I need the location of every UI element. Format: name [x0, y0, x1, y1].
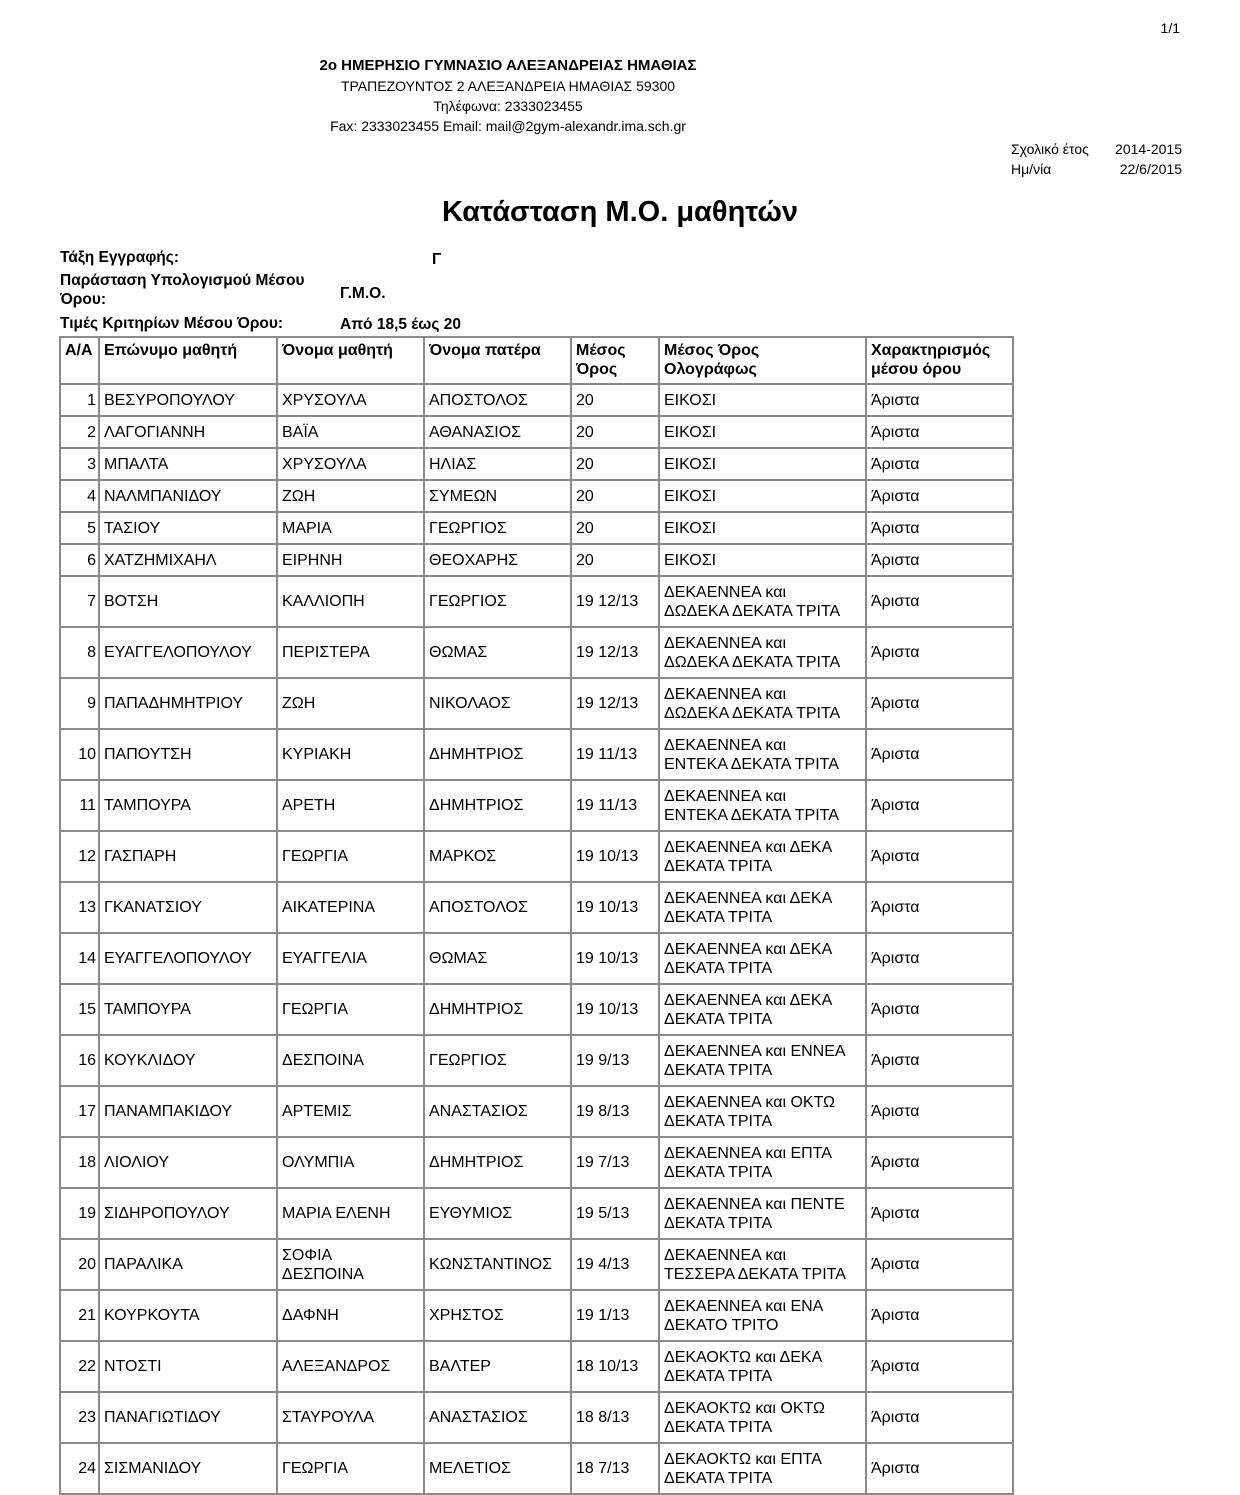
- cell-col-grade: Άριστα: [866, 1443, 1013, 1494]
- cell-col-average: 19 1/13: [571, 1290, 659, 1341]
- table-row: [60, 984, 1013, 1035]
- cell-col-aa: 22: [60, 1341, 99, 1392]
- table-row: [60, 1392, 1013, 1443]
- cell-col-aa: 11: [60, 780, 99, 831]
- cell-col-father-name: ΑΝΑΣΤΑΣΙΟΣ: [424, 1392, 571, 1443]
- cell-col-aa: 7: [60, 576, 99, 627]
- cell-col-average-words: ΔΕΚΑΕΝΝΕΑ και ΕΝΑ ΔΕΚΑΤΟ ΤΡΙΤΟ: [659, 1290, 866, 1341]
- cell-col-surname: ΠΑΠΟΥΤΣΗ: [99, 729, 277, 780]
- cell-col-first-name: ΚΥΡΙΑΚΗ: [277, 729, 424, 780]
- table-row: [60, 1137, 1013, 1188]
- table-header-row: [60, 337, 1013, 384]
- cell-col-father-name: ΕΥΘΥΜΙΟΣ: [424, 1188, 571, 1239]
- cell-col-father-name: ΑΘΑΝΑΣΙΟΣ: [424, 416, 571, 448]
- cell-col-surname: ΠΑΡΑΛΙΚΑ: [99, 1239, 277, 1290]
- cell-col-average: 19 11/13: [571, 780, 659, 831]
- cell-col-average-words: ΔΕΚΑΟΚΤΩ και ΕΠΤΑ ΔΕΚΑΤΑ ΤΡΙΤΑ: [659, 1443, 866, 1494]
- cell-col-first-name: ΟΛΥΜΠΙΑ: [277, 1137, 424, 1188]
- header-col-aa: Α/Α: [60, 337, 99, 384]
- cell-col-average-words: ΔΕΚΑΕΝΝΕΑ και ΕΝΝΕΑ ΔΕΚΑΤΑ ΤΡΙΤΑ: [659, 1035, 866, 1086]
- cell-col-surname: ΜΠΑΛΤΑ: [99, 448, 277, 480]
- cell-col-father-name: ΜΑΡΚΟΣ: [424, 831, 571, 882]
- table-row: [60, 1443, 1013, 1494]
- cell-col-first-name: ΧΡΥΣΟΥΛΑ: [277, 384, 424, 416]
- cell-col-first-name: ΖΩΗ: [277, 678, 424, 729]
- table-row: [60, 1239, 1013, 1290]
- cell-col-grade: Άριστα: [866, 627, 1013, 678]
- cell-col-surname: ΤΑΣΙΟΥ: [99, 512, 277, 544]
- header-col-average: Μέσος Όρος: [571, 337, 659, 384]
- class-value: Γ: [432, 251, 442, 268]
- cell-col-grade: Άριστα: [866, 831, 1013, 882]
- cell-col-aa: 3: [60, 448, 99, 480]
- range-value: Από 18,5 έως 20: [340, 316, 462, 333]
- table-row: [60, 882, 1013, 933]
- cell-col-average: 19 12/13: [571, 576, 659, 627]
- table-row: [60, 831, 1013, 882]
- cell-col-average: 20: [571, 448, 659, 480]
- cell-col-father-name: ΗΛΙΑΣ: [424, 448, 571, 480]
- cell-col-first-name: ΑΡΤΕΜΙΣ: [277, 1086, 424, 1137]
- school-address: ΤΡΑΠΕΖΟΥΝΤΟΣ 2 ΑΛΕΞΑΝΔΡΕΙΑ ΗΜΑΘΙΑΣ 59300: [340, 78, 676, 94]
- cell-col-surname: ΝΤΟΣΤΙ: [99, 1341, 277, 1392]
- cell-col-grade: Άριστα: [866, 512, 1013, 544]
- table-row: [60, 678, 1013, 729]
- cell-col-surname: ΛΑΓΟΓΙΑΝΝΗ: [99, 416, 277, 448]
- cell-col-first-name: ΚΑΛΛΙΟΠΗ: [277, 576, 424, 627]
- cell-col-father-name: ΔΗΜΗΤΡΙΟΣ: [424, 984, 571, 1035]
- cell-col-first-name: ΕΥΑΓΓΕΛΙΑ: [277, 933, 424, 984]
- cell-col-average-words: ΔΕΚΑΕΝΝΕΑ και ΔΕΚΑ ΔΕΚΑΤΑ ΤΡΙΤΑ: [659, 933, 866, 984]
- header-col-surname: Επώνυμο μαθητή: [99, 337, 277, 384]
- cell-col-aa: 21: [60, 1290, 99, 1341]
- cell-col-average-words: ΔΕΚΑΕΝΝΕΑ και ΕΝΤΕΚΑ ΔΕΚΑΤΑ ΤΡΙΤΑ: [659, 729, 866, 780]
- table-row: [60, 780, 1013, 831]
- formula-value: Γ.Μ.Ο.: [340, 285, 386, 302]
- cell-col-first-name: ΒΑΪΑ: [277, 416, 424, 448]
- cell-col-average: 18 8/13: [571, 1392, 659, 1443]
- cell-col-aa: 9: [60, 678, 99, 729]
- cell-col-father-name: ΑΝΑΣΤΑΣΙΟΣ: [424, 1086, 571, 1137]
- cell-col-average: 19 4/13: [571, 1239, 659, 1290]
- cell-col-first-name: ΜΑΡΙΑ ΕΛΕΝΗ: [277, 1188, 424, 1239]
- table-row: [60, 480, 1013, 512]
- cell-col-grade: Άριστα: [866, 1239, 1013, 1290]
- cell-col-average: 19 10/13: [571, 831, 659, 882]
- school-phone: Τηλέφωνα: 2333023455: [433, 98, 583, 114]
- cell-col-average-words: ΔΕΚΑΟΚΤΩ και ΟΚΤΩ ΔΕΚΑΤΑ ΤΡΙΤΑ: [659, 1392, 866, 1443]
- cell-col-aa: 20: [60, 1239, 99, 1290]
- header-col-average-words: Μέσος Όρος Ολογράφως: [659, 337, 866, 384]
- cell-col-grade: Άριστα: [866, 729, 1013, 780]
- cell-col-surname: ΒΕΣΥΡΟΠΟΥΛΟΥ: [99, 384, 277, 416]
- date: 22/6/2015: [1119, 161, 1182, 177]
- cell-col-surname: ΚΟΥΚΛΙΔΟΥ: [99, 1035, 277, 1086]
- cell-col-average-words: ΔΕΚΑΟΚΤΩ και ΔΕΚΑ ΔΕΚΑΤΑ ΤΡΙΤΑ: [659, 1341, 866, 1392]
- page-title: Κατάσταση Μ.Ο. μαθητών: [441, 196, 799, 228]
- cell-col-father-name: ΔΗΜΗΤΡΙΟΣ: [424, 780, 571, 831]
- cell-col-average: 18 10/13: [571, 1341, 659, 1392]
- header-col-first-name: Όνομα μαθητή: [277, 337, 424, 384]
- formula-label: Παράσταση Υπολογισμού Μέσου Όρου:: [60, 272, 305, 308]
- cell-col-average: 19 7/13: [571, 1137, 659, 1188]
- cell-col-surname: ΚΟΥΡΚΟΥΤΑ: [99, 1290, 277, 1341]
- cell-col-aa: 5: [60, 512, 99, 544]
- cell-col-first-name: ΓΕΩΡΓΙΑ: [277, 831, 424, 882]
- cell-col-father-name: ΒΑΛΤΕΡ: [424, 1341, 571, 1392]
- school-year-label: Σχολικό έτος: [1011, 141, 1089, 157]
- cell-col-surname: ΛΙΟΛΙΟΥ: [99, 1137, 277, 1188]
- cell-col-first-name: ΑΡΕΤΗ: [277, 780, 424, 831]
- cell-col-grade: Άριστα: [866, 1035, 1013, 1086]
- cell-col-average-words: ΔΕΚΑΕΝΝΕΑ και ΠΕΝΤΕ ΔΕΚΑΤΑ ΤΡΙΤΑ: [659, 1188, 866, 1239]
- cell-col-grade: Άριστα: [866, 780, 1013, 831]
- cell-col-surname: ΝΑΛΜΠΑΝΙΔΟΥ: [99, 480, 277, 512]
- cell-col-aa: 10: [60, 729, 99, 780]
- cell-col-father-name: ΘΕΟΧΑΡΗΣ: [424, 544, 571, 576]
- table-row: [60, 576, 1013, 627]
- cell-col-first-name: ΑΛΕΞΑΝΔΡΟΣ: [277, 1341, 424, 1392]
- cell-col-first-name: ΓΕΩΡΓΙΑ: [277, 1443, 424, 1494]
- cell-col-average-words: ΔΕΚΑΕΝΝΕΑ και ΟΚΤΩ ΔΕΚΑΤΑ ΤΡΙΤΑ: [659, 1086, 866, 1137]
- cell-col-first-name: ΣΟΦΙΑ ΔΕΣΠΟΙΝΑ: [277, 1239, 424, 1290]
- cell-col-average-words: ΔΕΚΑΕΝΝΕΑ και ΔΩΔΕΚΑ ΔΕΚΑΤΑ ΤΡΙΤΑ: [659, 678, 866, 729]
- cell-col-average-words: ΔΕΚΑΕΝΝΕΑ και ΔΩΔΕΚΑ ΔΕΚΑΤΑ ΤΡΙΤΑ: [659, 627, 866, 678]
- cell-col-surname: ΠΑΝΑΓΙΩΤΙΔΟΥ: [99, 1392, 277, 1443]
- cell-col-aa: 17: [60, 1086, 99, 1137]
- cell-col-surname: ΠΑΠΑΔΗΜΗΤΡΙΟΥ: [99, 678, 277, 729]
- table-row: [60, 416, 1013, 448]
- cell-col-aa: 12: [60, 831, 99, 882]
- cell-col-average-words: ΕΙΚΟΣΙ: [659, 384, 866, 416]
- table-row: [60, 448, 1013, 480]
- cell-col-average-words: ΔΕΚΑΕΝΝΕΑ και ΕΠΤΑ ΔΕΚΑΤΑ ΤΡΙΤΑ: [659, 1137, 866, 1188]
- cell-col-grade: Άριστα: [866, 544, 1013, 576]
- cell-col-surname: ΓΑΣΠΑΡΗ: [99, 831, 277, 882]
- cell-col-grade: Άριστα: [866, 1392, 1013, 1443]
- table-row: [60, 544, 1013, 576]
- class-label: Τάξη Εγγραφής:: [60, 249, 179, 266]
- cell-col-grade: Άριστα: [866, 416, 1013, 448]
- cell-col-father-name: ΓΕΩΡΓΙΟΣ: [424, 512, 571, 544]
- date-label: Ημ/νία: [1011, 161, 1052, 177]
- cell-col-aa: 2: [60, 416, 99, 448]
- cell-col-average-words: ΕΙΚΟΣΙ: [659, 512, 866, 544]
- table-row: [60, 384, 1013, 416]
- cell-col-father-name: ΔΗΜΗΤΡΙΟΣ: [424, 729, 571, 780]
- range-label: Τιμές Κριτηρίων Μέσου Όρου:: [60, 315, 284, 332]
- cell-col-average: 19 10/13: [571, 933, 659, 984]
- cell-col-average-words: ΕΙΚΟΣΙ: [659, 448, 866, 480]
- cell-col-father-name: ΝΙΚΟΛΑΟΣ: [424, 678, 571, 729]
- cell-col-father-name: ΑΠΟΣΤΟΛΟΣ: [424, 882, 571, 933]
- cell-col-average-words: ΔΕΚΑΕΝΝΕΑ και ΔΕΚΑ ΔΕΚΑΤΑ ΤΡΙΤΑ: [659, 831, 866, 882]
- cell-col-average: 19 12/13: [571, 627, 659, 678]
- table-row: [60, 1341, 1013, 1392]
- cell-col-aa: 4: [60, 480, 99, 512]
- document-meta: [1011, 141, 1182, 181]
- cell-col-average-words: ΔΕΚΑΕΝΝΕΑ και ΔΩΔΕΚΑ ΔΕΚΑΤΑ ΤΡΙΤΑ: [659, 576, 866, 627]
- cell-col-grade: Άριστα: [866, 933, 1013, 984]
- cell-col-average-words: ΔΕΚΑΕΝΝΕΑ και ΕΝΤΕΚΑ ΔΕΚΑΤΑ ΤΡΙΤΑ: [659, 780, 866, 831]
- cell-col-grade: Άριστα: [866, 384, 1013, 416]
- cell-col-grade: Άριστα: [866, 1137, 1013, 1188]
- cell-col-first-name: ΔΑΦΝΗ: [277, 1290, 424, 1341]
- cell-col-father-name: ΘΩΜΑΣ: [424, 627, 571, 678]
- cell-col-grade: Άριστα: [866, 448, 1013, 480]
- table-row: [60, 1035, 1013, 1086]
- cell-col-father-name: ΑΠΟΣΤΟΛΟΣ: [424, 384, 571, 416]
- table-row: [60, 1188, 1013, 1239]
- cell-col-average: 19 11/13: [571, 729, 659, 780]
- cell-col-surname: ΒΟΤΣΗ: [99, 576, 277, 627]
- cell-col-grade: Άριστα: [866, 1086, 1013, 1137]
- cell-col-surname: ΣΙΣΜΑΝΙΔΟΥ: [99, 1443, 277, 1494]
- header-col-grade: Χαρακτηρισμός μέσου όρου: [866, 337, 1013, 384]
- cell-col-father-name: ΓΕΩΡΓΙΟΣ: [424, 1035, 571, 1086]
- cell-col-average: 19 10/13: [571, 984, 659, 1035]
- cell-col-father-name: ΔΗΜΗΤΡΙΟΣ: [424, 1137, 571, 1188]
- school-fax-email: Fax: 2333023455 Email: mail@2gym-alexandr.ima.sch.gr: [330, 118, 686, 134]
- cell-col-average: 19 8/13: [571, 1086, 659, 1137]
- cell-col-average: 19 9/13: [571, 1035, 659, 1086]
- cell-col-aa: 14: [60, 933, 99, 984]
- cell-col-surname: ΓΚΑΝΑΤΣΙΟΥ: [99, 882, 277, 933]
- cell-col-average: 20: [571, 384, 659, 416]
- cell-col-first-name: ΑΙΚΑΤΕΡΙΝΑ: [277, 882, 424, 933]
- cell-col-surname: ΕΥΑΓΓΕΛΟΠΟΥΛΟΥ: [99, 933, 277, 984]
- cell-col-average-words: ΕΙΚΟΣΙ: [659, 416, 866, 448]
- cell-col-father-name: ΜΕΛΕΤΙΟΣ: [424, 1443, 571, 1494]
- cell-col-aa: 15: [60, 984, 99, 1035]
- cell-col-aa: 23: [60, 1392, 99, 1443]
- cell-col-surname: ΣΙΔΗΡΟΠΟΥΛΟΥ: [99, 1188, 277, 1239]
- cell-col-average-words: ΔΕΚΑΕΝΝΕΑ και ΔΕΚΑ ΔΕΚΑΤΑ ΤΡΙΤΑ: [659, 984, 866, 1035]
- cell-col-average: 20: [571, 416, 659, 448]
- cell-col-father-name: ΘΩΜΑΣ: [424, 933, 571, 984]
- cell-col-average-words: ΔΕΚΑΕΝΝΕΑ και ΔΕΚΑ ΔΕΚΑΤΑ ΤΡΙΤΑ: [659, 882, 866, 933]
- cell-col-first-name: ΔΕΣΠΟΙΝΑ: [277, 1035, 424, 1086]
- cell-col-aa: 18: [60, 1137, 99, 1188]
- cell-col-surname: ΤΑΜΠΟΥΡΑ: [99, 984, 277, 1035]
- cell-col-first-name: ΕΙΡΗΝΗ: [277, 544, 424, 576]
- cell-col-average-words: ΔΕΚΑΕΝΝΕΑ και ΤΕΣΣΕΡΑ ΔΕΚΑΤΑ ΤΡΙΤΑ: [659, 1239, 866, 1290]
- cell-col-grade: Άριστα: [866, 576, 1013, 627]
- school-name: 2ο ΗΜΕΡΗΣΙΟ ΓΥΜΝΑΣΙΟ ΑΛΕΞΑΝΔΡΕΙΑΣ ΗΜΑΘΙΑΣ: [319, 57, 697, 74]
- cell-col-surname: ΧΑΤΖΗΜΙΧΑΗΛ: [99, 544, 277, 576]
- cell-col-aa: 16: [60, 1035, 99, 1086]
- cell-col-aa: 1: [60, 384, 99, 416]
- cell-col-surname: ΤΑΜΠΟΥΡΑ: [99, 780, 277, 831]
- cell-col-surname: ΕΥΑΓΓΕΛΟΠΟΥΛΟΥ: [99, 627, 277, 678]
- table-row: [60, 1290, 1013, 1341]
- cell-col-average: 20: [571, 480, 659, 512]
- cell-col-grade: Άριστα: [866, 480, 1013, 512]
- cell-col-first-name: ΜΑΡΙΑ: [277, 512, 424, 544]
- page-number: 1/1: [1160, 20, 1180, 36]
- table-row: [60, 729, 1013, 780]
- school-header: [0, 57, 1016, 138]
- cell-col-father-name: ΣΥΜΕΩΝ: [424, 480, 571, 512]
- cell-col-aa: 24: [60, 1443, 99, 1494]
- cell-col-grade: Άριστα: [866, 1188, 1013, 1239]
- cell-col-average: 20: [571, 512, 659, 544]
- table-row: [60, 1086, 1013, 1137]
- cell-col-first-name: ΠΕΡΙΣΤΕΡΑ: [277, 627, 424, 678]
- cell-col-father-name: ΓΕΩΡΓΙΟΣ: [424, 576, 571, 627]
- cell-col-grade: Άριστα: [866, 1341, 1013, 1392]
- cell-col-aa: 19: [60, 1188, 99, 1239]
- school-year: 2014-2015: [1115, 141, 1182, 157]
- students-table: [59, 336, 1014, 1495]
- cell-col-father-name: ΧΡΗΣΤΟΣ: [424, 1290, 571, 1341]
- cell-col-grade: Άριστα: [866, 678, 1013, 729]
- cell-col-average: 18 7/13: [571, 1443, 659, 1494]
- cell-col-first-name: ΖΩΗ: [277, 480, 424, 512]
- table-row: [60, 627, 1013, 678]
- cell-col-aa: 6: [60, 544, 99, 576]
- cell-col-aa: 8: [60, 627, 99, 678]
- cell-col-father-name: ΚΩΝΣΤΑΝΤΙΝΟΣ: [424, 1239, 571, 1290]
- cell-col-average: 19 10/13: [571, 882, 659, 933]
- cell-col-surname: ΠΑΝΑΜΠΑΚΙΔΟΥ: [99, 1086, 277, 1137]
- cell-col-grade: Άριστα: [866, 882, 1013, 933]
- cell-col-average: 19 5/13: [571, 1188, 659, 1239]
- cell-col-first-name: ΣΤΑΥΡΟΥΛΑ: [277, 1392, 424, 1443]
- cell-col-grade: Άριστα: [866, 984, 1013, 1035]
- header-col-father-name: Όνομα πατέρα: [424, 337, 571, 384]
- cell-col-grade: Άριστα: [866, 1290, 1013, 1341]
- cell-col-average: 19 12/13: [571, 678, 659, 729]
- cell-col-average: 20: [571, 544, 659, 576]
- cell-col-first-name: ΓΕΩΡΓΙΑ: [277, 984, 424, 1035]
- cell-col-average-words: ΕΙΚΟΣΙ: [659, 480, 866, 512]
- table-row: [60, 933, 1013, 984]
- cell-col-aa: 13: [60, 882, 99, 933]
- cell-col-average-words: ΕΙΚΟΣΙ: [659, 544, 866, 576]
- cell-col-first-name: ΧΡΥΣΟΥΛΑ: [277, 448, 424, 480]
- table-row: [60, 512, 1013, 544]
